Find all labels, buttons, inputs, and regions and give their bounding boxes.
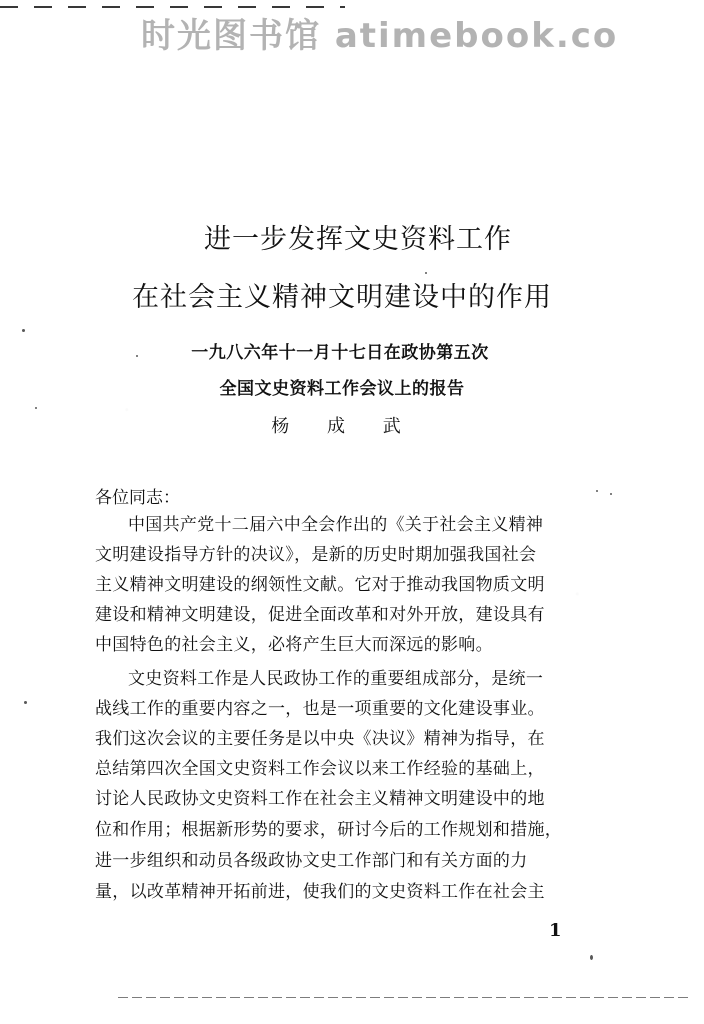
scan-speck (425, 272, 427, 274)
body-line: 战线工作的重要内容之一，也是一项重要的文化建设事业。 (95, 699, 545, 719)
body-line: 文史资料工作是人民政协工作的重要组成部分，是统一 (128, 669, 544, 689)
scan-speck (22, 329, 25, 332)
body-line: 主义精神文明建设的纲领性文献。它对于推动我国物质文明 (95, 575, 545, 595)
scan-speck (610, 493, 612, 495)
salutation: 各位同志： (95, 488, 180, 508)
scan-speck (24, 701, 27, 704)
subtitle-line-2: 全国文史资料工作会议上的报告 (219, 379, 465, 399)
body-line: 讨论人民政协文史资料工作在社会主义精神文明建设中的地 (95, 789, 545, 809)
title-line-1: 进一步发挥文史资料工作 (204, 224, 512, 255)
body-line: 中国特色的社会主义，必将产生巨大而深远的影响。 (95, 635, 493, 655)
watermark: 时光图书馆 atimebook.co (141, 16, 619, 56)
body-line: 文明建设指导方针的决议》，是新的历史时期加强我国社会 (95, 545, 537, 565)
title-line-2: 在社会主义精神文明建设中的作用 (132, 282, 552, 313)
body-line: 总结第四次全国文史资料工作会议以来工作经验的基础上， (95, 759, 545, 779)
author-name: 杨 成 武 (271, 416, 417, 437)
scan-speck (136, 355, 138, 357)
page-number: 1 (549, 920, 562, 941)
subtitle-line-1: 一九八六年十一月十七日在政协第五次 (191, 343, 489, 363)
body-line: 位和作用；根据新形势的要求，研讨今后的工作规划和措施， (95, 820, 563, 840)
body-line: 中国共产党十二届六中全会作出的《关于社会主义精神 (128, 515, 544, 535)
body-line: 我们这次会议的主要任务是以中央《决议》精神为指导，在 (95, 729, 545, 749)
body-line: 进一步组织和动员各级政协文史工作部门和有关方面的力 (95, 851, 528, 871)
scan-speck (35, 407, 37, 409)
bottom-dashed-rule (118, 997, 688, 998)
body-line: 量，以改革精神开拓前进，使我们的文史资料工作在社会主 (95, 882, 545, 902)
body-line: 建设和精神文明建设，促进全面改革和对外开放，建设具有 (95, 605, 545, 625)
scan-speck (590, 955, 593, 960)
scan-speck (596, 490, 598, 492)
